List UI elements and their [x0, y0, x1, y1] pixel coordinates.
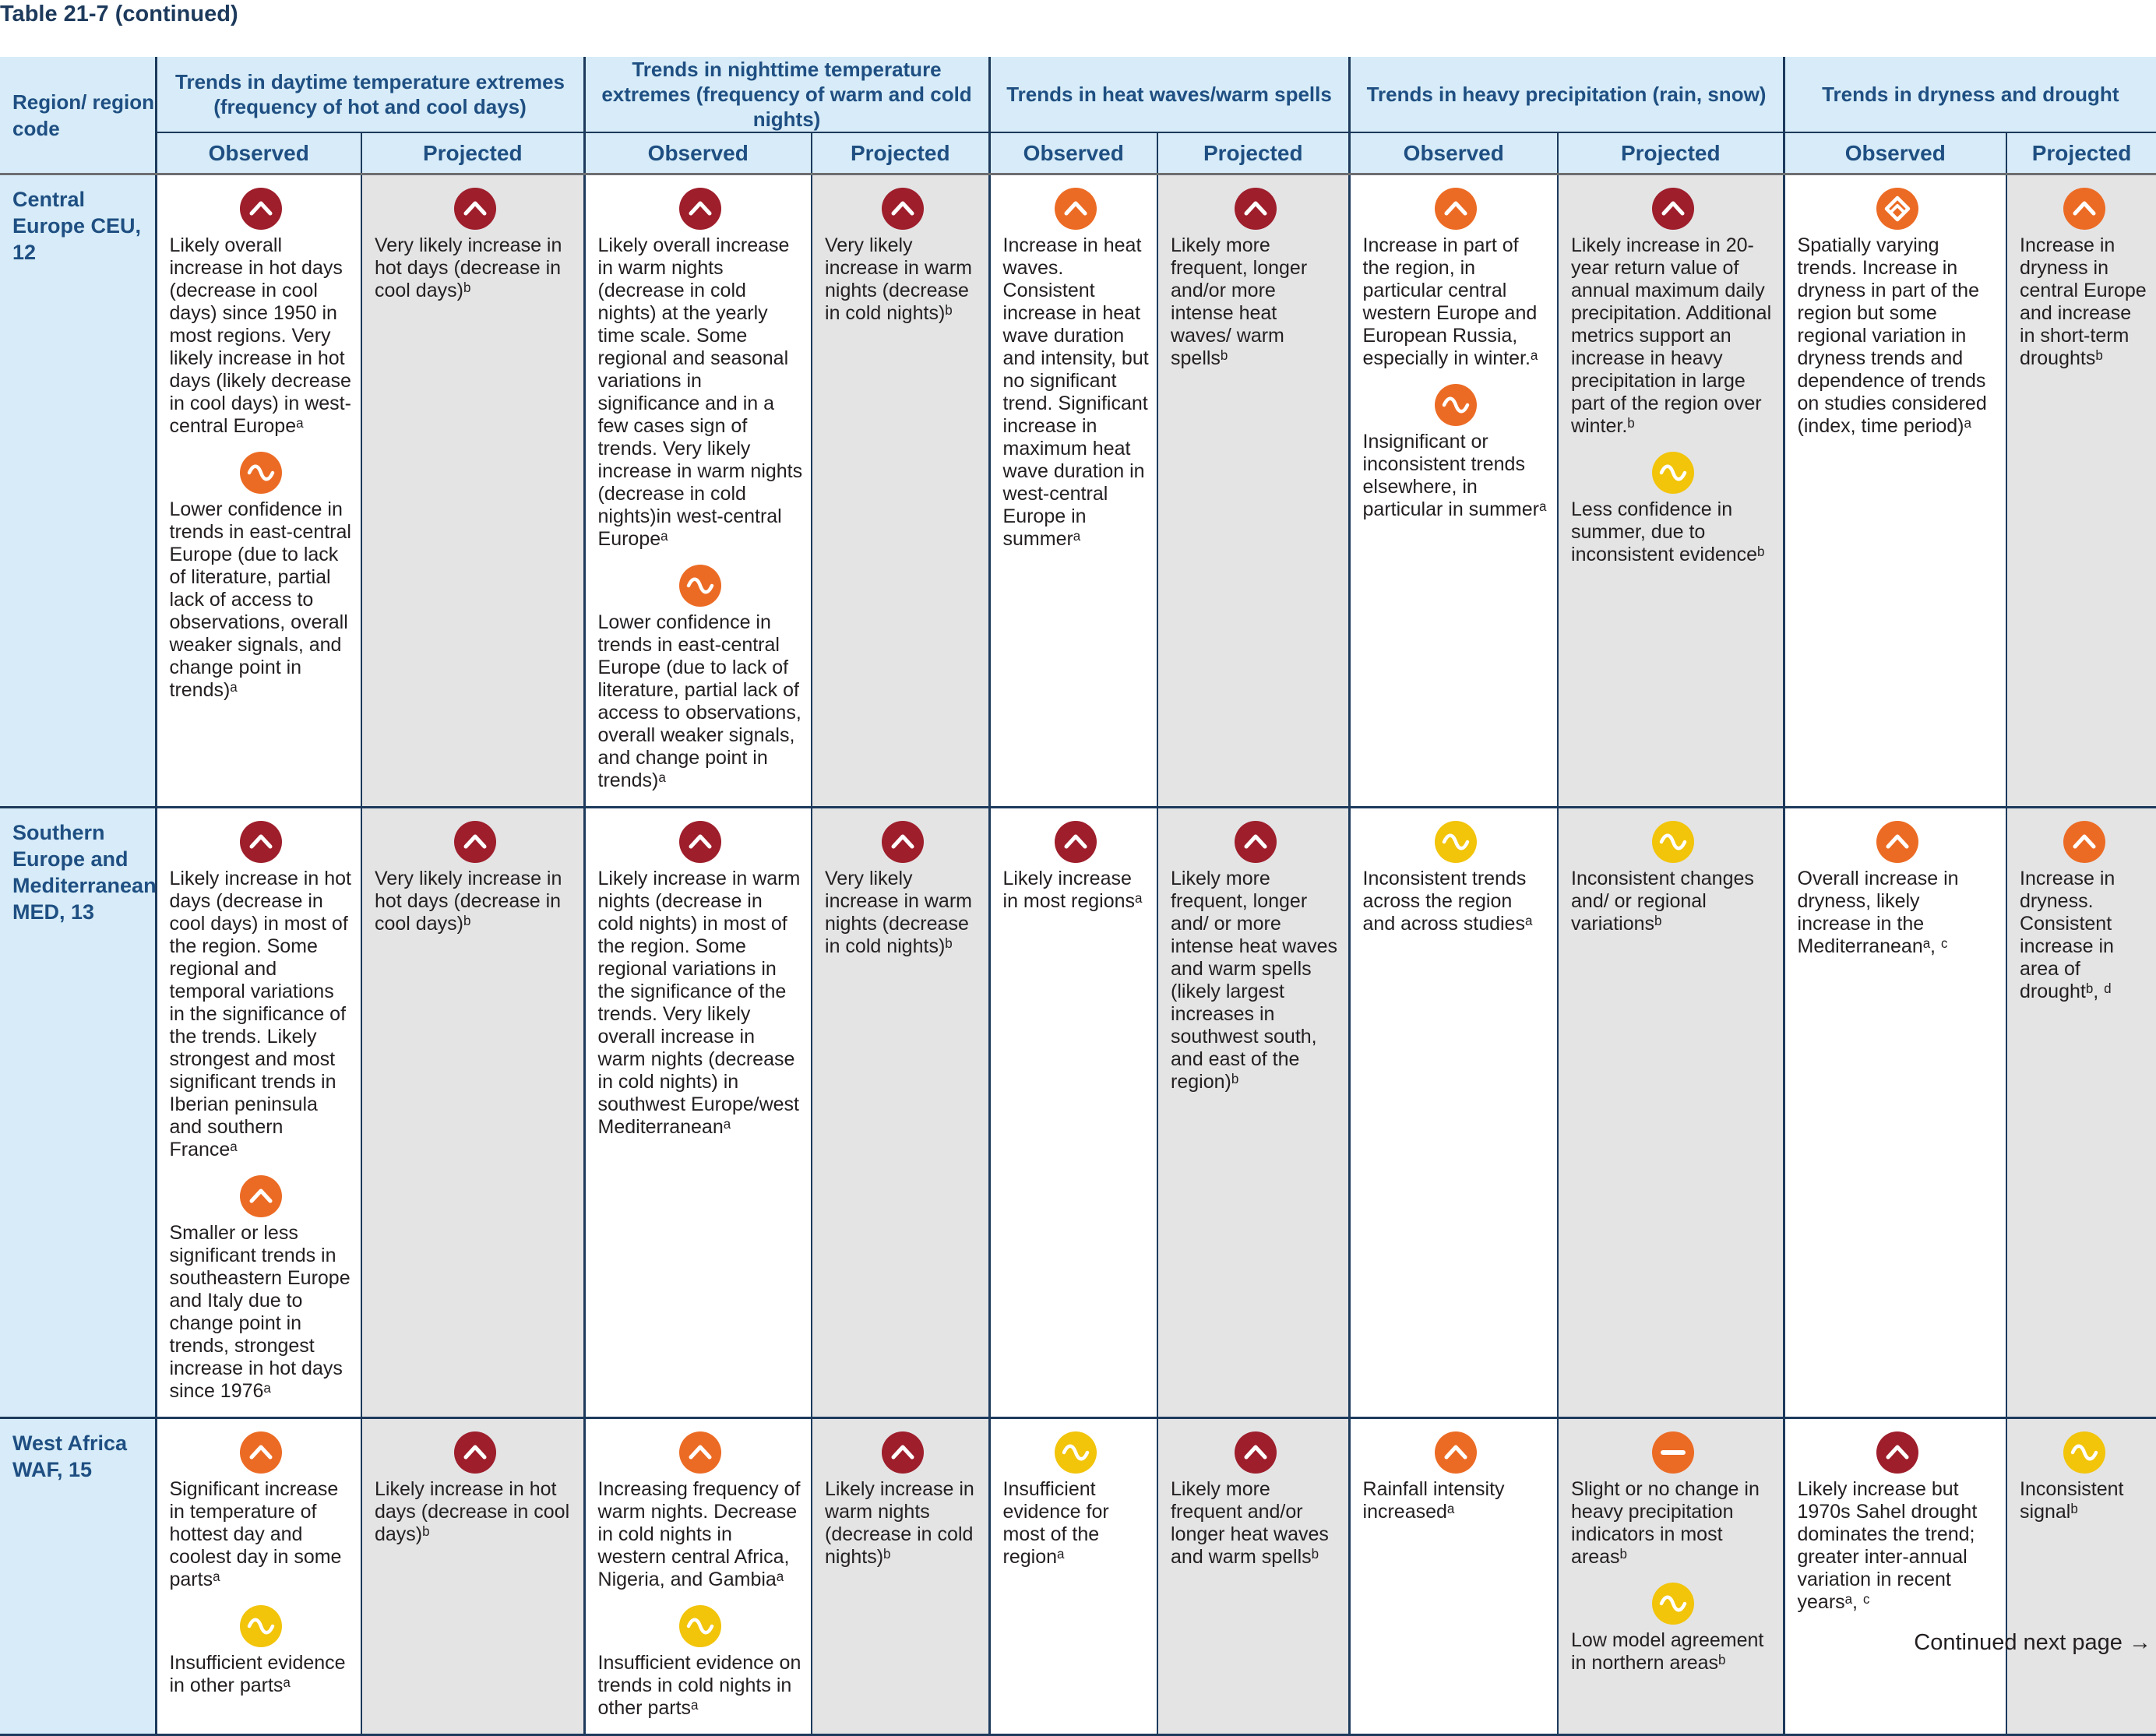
projected-cell: [361, 1418, 584, 1735]
trend-entry: [1363, 1431, 1550, 1523]
trend-text: Increase in dryness. Consistent increase in area of droughtᵇ, ᵈ: [2020, 868, 2115, 1002]
trend-text: Likely increase in most regionsᵃ: [1002, 868, 1143, 912]
projected-cell: [1157, 1418, 1349, 1735]
trend-text: Likely increase in hot days (decrease in cool days) in most of the region. Some regional and temporal variations in the significance of the trends. Likely strongest and most significant trends in Iberian peninsula and southern Franceᵃ: [169, 868, 351, 1160]
trend-entry: [825, 821, 981, 958]
trend-entry: [170, 1431, 354, 1591]
observed-header: Observed: [989, 132, 1157, 174]
trend-text: Significant increase in temperature of hottest day and coolest day in some partsᵃ: [169, 1478, 342, 1590]
trend-text: Increase in dryness in central Europe and increase in short-term droughtsᵇ: [2020, 234, 2147, 369]
projected-cell: [1558, 174, 1784, 808]
trend-text: Likely more frequent, longer and/ or more intense heat waves and warm spells (likely largest increases in southwest south, and east of the region)ᵇ: [1171, 868, 1338, 1093]
projected-cell: [812, 808, 989, 1418]
trend-text: Inconsistent changes and/ or regional variationsᵇ: [1571, 868, 1754, 935]
trend-text: Likely more frequent and/or longer heat waves and warm spellsᵇ: [1171, 1478, 1329, 1568]
observed-cell: [989, 808, 1157, 1418]
dark-red-up-icon: [882, 1431, 924, 1474]
projected-cell: [1558, 808, 1784, 1418]
observed-header: Observed: [156, 132, 361, 174]
trend-text: Inconsistent trends across the region and across studiesᵃ: [1362, 868, 1533, 935]
dark-red-up-icon: [1876, 1431, 1918, 1474]
trend-text: Spatially varying trends. Increase in dryness in part of the region but some regional variation in dryness trends and dependence of trends on studies considered (index, time period)ᵃ: [1797, 234, 1987, 437]
orange-up-icon: [2063, 188, 2105, 230]
dark-red-up-icon: [679, 821, 721, 863]
trend-text: Very likely increase in warm nights (decrease in cold nights)ᵇ: [825, 868, 972, 957]
trend-entry: [598, 821, 804, 1139]
projected-cell: [361, 808, 584, 1418]
yellow-wave-icon: [679, 1605, 721, 1647]
trend-text: Likely increase in hot days (decrease in cool days)ᵇ: [375, 1478, 570, 1545]
trend-text: Likely increase in warm nights (decrease in cold nights)ᵇ: [825, 1478, 974, 1568]
observed-header: Observed: [1349, 132, 1558, 174]
dark-red-up-icon: [1235, 821, 1277, 863]
trend-entry: [1363, 821, 1550, 935]
dark-red-up-icon: [1055, 821, 1097, 863]
trend-text: Insignificant or inconsistent trends elsewhere, in particular in summerᵃ: [1362, 431, 1547, 520]
trend-entry: [598, 565, 804, 792]
projected-cell: [2006, 174, 2156, 808]
trend-text: Slight or no change in heavy precipitation indicators in most areasᵇ: [1571, 1478, 1760, 1568]
trend-text: Smaller or less significant trends in southeastern Europe and Italy due to change point in trends, strongest increase in hot days since 1976ᵃ: [169, 1222, 351, 1402]
orange-up-icon: [240, 1175, 282, 1217]
orange-up-icon: [1876, 821, 1918, 863]
dark-red-up-icon: [1652, 188, 1694, 230]
dark-red-up-icon: [454, 188, 496, 230]
trend-entry: [1363, 384, 1550, 521]
group-header-nighttime: Trends in nighttime temperature extremes (frequency of warm and cold nights): [584, 57, 989, 132]
dark-red-up-icon: [240, 188, 282, 230]
orange-up-icon: [1435, 188, 1477, 230]
trend-entry: [598, 1605, 804, 1720]
projected-cell: [812, 1418, 989, 1735]
observed-cell: [584, 174, 812, 808]
trend-text: Likely increase in warm nights (decrease in cold nights) in most of the region. Some regional variations in the significance of the trends. Very likely overall increase in warm nights (decrease in cold nights) in southwest Europe/west Mediterraneanᵃ: [597, 868, 801, 1138]
dark-red-up-icon: [882, 821, 924, 863]
orange-wave-icon: [679, 565, 721, 607]
trend-entry: [1171, 188, 1340, 370]
orange-up-icon: [679, 1431, 721, 1474]
region-header: Region/ region code: [0, 57, 156, 174]
projected-header: Projected: [1157, 132, 1349, 174]
trend-text: Lower confidence in trends in east-central Europe (due to lack of literature, partial lack of access to observations, overall weaker signals, and change point in trends)ᵃ: [597, 611, 801, 791]
trend-text: Increasing frequency of warm nights. Decrease in cold nights in western central Africa, Nigeria, and Gambiaᵃ: [597, 1478, 801, 1590]
dark-red-up-icon: [240, 821, 282, 863]
table-body: [0, 174, 2156, 1735]
trend-entry: [1571, 1583, 1775, 1674]
trend-entry: [375, 821, 576, 935]
trend-entry: [375, 1431, 576, 1546]
group-header-drought: Trends in dryness and drought: [1784, 57, 2156, 132]
observed-cell: [1349, 808, 1558, 1418]
observed-cell: [156, 808, 361, 1418]
trend-text: Rainfall intensity increasedᵃ: [1362, 1478, 1505, 1523]
trend-entry: [170, 1175, 354, 1403]
yellow-wave-icon: [1435, 821, 1477, 863]
trend-text: Less confidence in summer, due to inconsistent evidenceᵇ: [1571, 498, 1765, 565]
observed-cell: [584, 808, 812, 1418]
group-header-heavy-precip: Trends in heavy precipitation (rain, snow): [1349, 57, 1784, 132]
observed-header: Observed: [1784, 132, 2006, 174]
dark-red-up-icon: [679, 188, 721, 230]
trend-entry: [1171, 821, 1340, 1093]
trend-text: Very likely increase in warm nights (decrease in cold nights)ᵇ: [825, 234, 972, 324]
trend-entry: [598, 188, 804, 551]
trend-entry: [598, 1431, 804, 1591]
trend-entry: [1003, 1431, 1150, 1569]
yellow-wave-icon: [1652, 1583, 1694, 1625]
projected-header: Projected: [1558, 132, 1784, 174]
trend-text: Lower confidence in trends in east-central Europe (due to lack of literature, partial lack of access to observations, overall weaker signals, and change point in trends)ᵃ: [169, 498, 351, 701]
trend-text: Low model agreement in northern areasᵇ: [1571, 1629, 1764, 1674]
dark-red-up-icon: [454, 1431, 496, 1474]
trend-entry: [2020, 821, 2148, 1003]
trend-entry: [825, 188, 981, 325]
orange-diamond-icon: [1876, 188, 1918, 230]
yellow-wave-icon: [1652, 452, 1694, 494]
observed-cell: [1784, 174, 2006, 808]
group-header-heat-waves: Trends in heat waves/warm spells: [989, 57, 1349, 132]
trend-entry: [1003, 821, 1150, 913]
trend-entry: [1363, 188, 1550, 370]
trend-text: Very likely increase in hot days (decrease in cool days)ᵇ: [375, 868, 562, 935]
region-name: Central Europe CEU, 12: [0, 174, 156, 808]
trend-entry: [1798, 188, 1999, 438]
observed-cell: [156, 174, 361, 808]
continued-next-page: Continued next page →: [1914, 1630, 2151, 1655]
trend-text: Increase in part of the region, in particular central western Europe and European Russia, especially in winter.ᵃ: [1362, 234, 1538, 369]
trend-text: Likely overall increase in warm nights (decrease in cold nights) at the yearly time scale. Some regional and seasonal variations in significance and in a few cases sign of trends. Very likely increase in warm nights (decrease in cold nights)in west-central Europeᵃ: [597, 234, 803, 550]
trend-text: Likely increase but 1970s Sahel drought dominates the trend; greater inter-annual variation in recent yearsᵃ, ᶜ: [1797, 1478, 1978, 1613]
observed-cell: [1784, 808, 2006, 1418]
trend-text: Very likely increase in hot days (decrease in cool days)ᵇ: [375, 234, 562, 301]
trend-text: Likely overall increase in hot days (decrease in cool days) since 1950 in most regions. Very likely increase in hot days (likely decrease in cool days) in west-central Europeᵃ: [169, 234, 351, 437]
trend-entry: [825, 1431, 981, 1569]
projected-cell: [812, 174, 989, 808]
trend-entry: [1798, 1431, 1999, 1614]
dark-red-up-icon: [454, 821, 496, 863]
projected-header: Projected: [812, 132, 989, 174]
trend-entry: [1571, 1431, 1775, 1569]
trend-entry: [1571, 821, 1775, 935]
yellow-wave-icon: [2063, 1431, 2105, 1474]
observed-cell: [584, 1418, 812, 1735]
yellow-wave-icon: [240, 1605, 282, 1647]
observed-cell: [1784, 1418, 2006, 1735]
group-header-daytime: Trends in daytime temperature extremes (frequency of hot and cool days): [156, 57, 584, 132]
dark-red-up-icon: [1235, 1431, 1277, 1474]
trend-entry: [1571, 452, 1775, 566]
observed-cell: [989, 174, 1157, 808]
projected-cell: [2006, 808, 2156, 1418]
trend-text: Overall increase in dryness, likely increase in the Mediterraneanᵃ, ᶜ: [1797, 868, 1959, 957]
projected-header: Projected: [361, 132, 584, 174]
projected-cell: [1558, 1418, 1784, 1735]
trend-entry: [170, 452, 354, 702]
dark-red-up-icon: [882, 188, 924, 230]
projected-cell: [1157, 174, 1349, 808]
trend-text: Insufficient evidence for most of the regionᵃ: [1002, 1478, 1109, 1568]
trend-text: Increase in heat waves. Consistent increase in heat wave duration and intensity, but no significant trend. Significant increase in maximum heat wave duration in west-central Europe in summerᵃ: [1002, 234, 1149, 550]
dark-red-up-icon: [1235, 188, 1277, 230]
region-name: West Africa WAF, 15: [0, 1418, 156, 1735]
trend-entry: [2020, 188, 2148, 370]
trend-entry: [1171, 1431, 1340, 1569]
orange-wave-icon: [1435, 384, 1477, 426]
trend-text: Inconsistent signalᵇ: [2020, 1478, 2124, 1523]
observed-cell: [156, 1418, 361, 1735]
observed-header: Observed: [584, 132, 812, 174]
trend-text: Insufficient evidence on trends in cold nights in other partsᵃ: [597, 1652, 801, 1719]
trend-text: Likely more frequent, longer and/or more intense heat waves/ warm spellsᵇ: [1171, 234, 1308, 369]
trend-entry: [170, 821, 354, 1161]
projected-header: Projected: [2006, 132, 2156, 174]
orange-wave-icon: [240, 452, 282, 494]
projected-cell: [1157, 808, 1349, 1418]
trend-entry: [170, 188, 354, 438]
climate-trends-table: [0, 57, 2156, 1736]
projected-cell: [2006, 1418, 2156, 1735]
orange-up-icon: [2063, 821, 2105, 863]
trend-entry: [2020, 1431, 2148, 1523]
observed-cell: [989, 1418, 1157, 1735]
table-title: Table 21-7 (continued): [0, 2, 238, 26]
table-row: [0, 808, 2156, 1418]
orange-up-icon: [1055, 188, 1097, 230]
orange-up-icon: [240, 1431, 282, 1474]
observed-cell: [1349, 174, 1558, 808]
trend-entry: [1571, 188, 1775, 438]
trend-entry: [375, 188, 576, 302]
yellow-wave-icon: [1652, 821, 1694, 863]
table-row: [0, 174, 2156, 808]
yellow-wave-icon: [1055, 1431, 1097, 1474]
trend-text: Insufficient evidence in other partsᵃ: [169, 1652, 346, 1696]
trend-entry: [170, 1605, 354, 1697]
projected-cell: [361, 174, 584, 808]
orange-up-icon: [1435, 1431, 1477, 1474]
region-name: Southern Europe and Mediterranean MED, 13: [0, 808, 156, 1418]
trend-text: Likely increase in 20-year return value of annual maximum daily precipitation. Additional metrics support an increase in heavy precipitation in large part of the region over winter.ᵇ: [1571, 234, 1772, 437]
observed-cell: [1349, 1418, 1558, 1735]
trend-entry: [1003, 188, 1150, 551]
orange-minus-icon: [1652, 1431, 1694, 1474]
trend-entry: [1798, 821, 1999, 958]
table-row: [0, 1418, 2156, 1735]
